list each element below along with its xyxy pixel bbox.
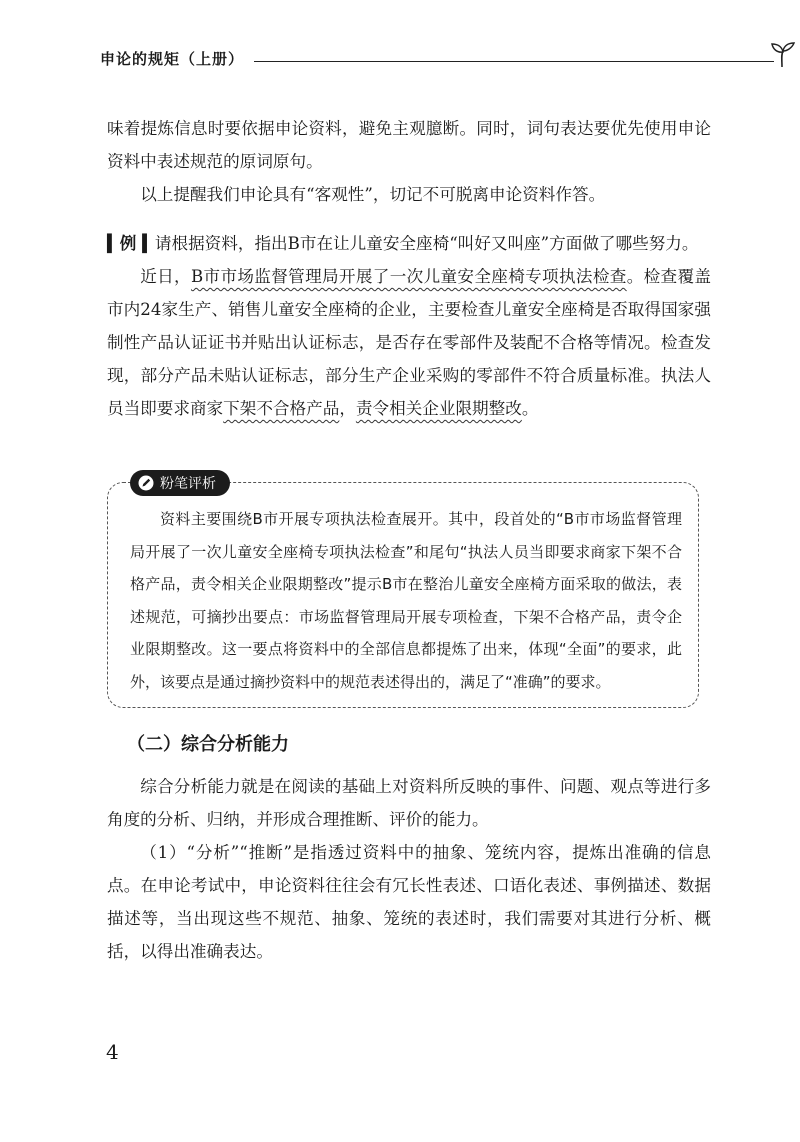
running-header	[100, 42, 712, 72]
intro-paragraph-1: 味着提炼信息时要依据申论资料，避免主观臆断。同时，词句表达要优先使用申论资料中表述规范的原词原句。	[107, 119, 711, 171]
section-paragraph-2: （1）“分析”“推断”是指透过资料中的抽象、笼统内容，提炼出准确的信息点。在申论考试中，申论资料往往会有冗长性表述、口语化表述、事例描述、数据描述等，当出现这些不规范、抽象、笼统的表述时，我们需要对其进行分析、概括，以得出准确表达。	[107, 843, 711, 961]
example-block	[107, 227, 711, 425]
pencil-icon	[138, 475, 154, 491]
section-paragraph-1: 综合分析能力就是在阅读的基础上对资料所反映的事件、问题、观点等进行多角度的分析、归纳，并形成合理推断、评价的能力。	[107, 777, 711, 829]
intro-block	[107, 112, 711, 211]
analysis-label	[130, 470, 230, 496]
analysis-label-text: 粉笔评析	[160, 476, 216, 492]
section-body	[107, 770, 711, 968]
material-underlined-3: 责令相关企业限期整改	[355, 399, 522, 418]
material-text-pre: 近日，	[140, 267, 191, 286]
example-material	[107, 260, 711, 425]
material-text-mid: 。检查覆盖市内24家生产、销售儿童安全座椅的企业，主要检查儿童安全座椅是否取得国家强制性产品认证证书并贴出认证标志，是否存在零部件及装配不合格等情况。检查发现，部分产品未贴认证标志，部分生产企业采购的零部件不符合质量标准。执法人员当即要求商家	[107, 267, 712, 418]
analysis-box	[107, 476, 699, 708]
sprout-icon	[768, 42, 798, 68]
example-question	[107, 227, 711, 260]
page-number: 4	[106, 1040, 119, 1064]
material-comma: ，	[339, 399, 356, 418]
material-underlined-2: 下架不合格产品	[223, 399, 340, 418]
example-mark: ▍例 ▍	[107, 233, 155, 253]
section-heading: （二）综合分析能力	[127, 734, 289, 755]
header-title: 申论的规矩（上册）	[100, 50, 245, 68]
material-text-end: 。	[521, 399, 539, 418]
header-rule	[254, 61, 774, 62]
intro-paragraph-2: 以上提醒我们申论具有“客观性”，切记不可脱离申论资料作答。	[140, 185, 606, 204]
analysis-text: 资料主要围绕B市开展专项执法检查展开。其中，段首处的“B市市场监督管理局开展了一次儿童安全座椅专项执法检查”和尾句“执法人员当即要求商家下架不合格产品，责令相关企业限期整改”提示B市在整治儿童安全座椅方面采取的做法，表述规范，可摘抄出要点：市场监督管理局开展专项检查，下架不合格产品，责令企业限期整改。这一要点将资料中的全部信息都提炼了出来，体现“全面”的要求，此外，该要点是通过摘抄资料中的规范表述得出的，满足了“准确”的要求。	[130, 510, 682, 691]
example-question-text: 请根据资料，指出B市在让儿童安全座椅“叫好又叫座”方面做了哪些努力。	[154, 234, 699, 253]
material-underlined-1: B市市场监督管理局开展了一次儿童安全座椅专项执法检查	[190, 267, 627, 286]
